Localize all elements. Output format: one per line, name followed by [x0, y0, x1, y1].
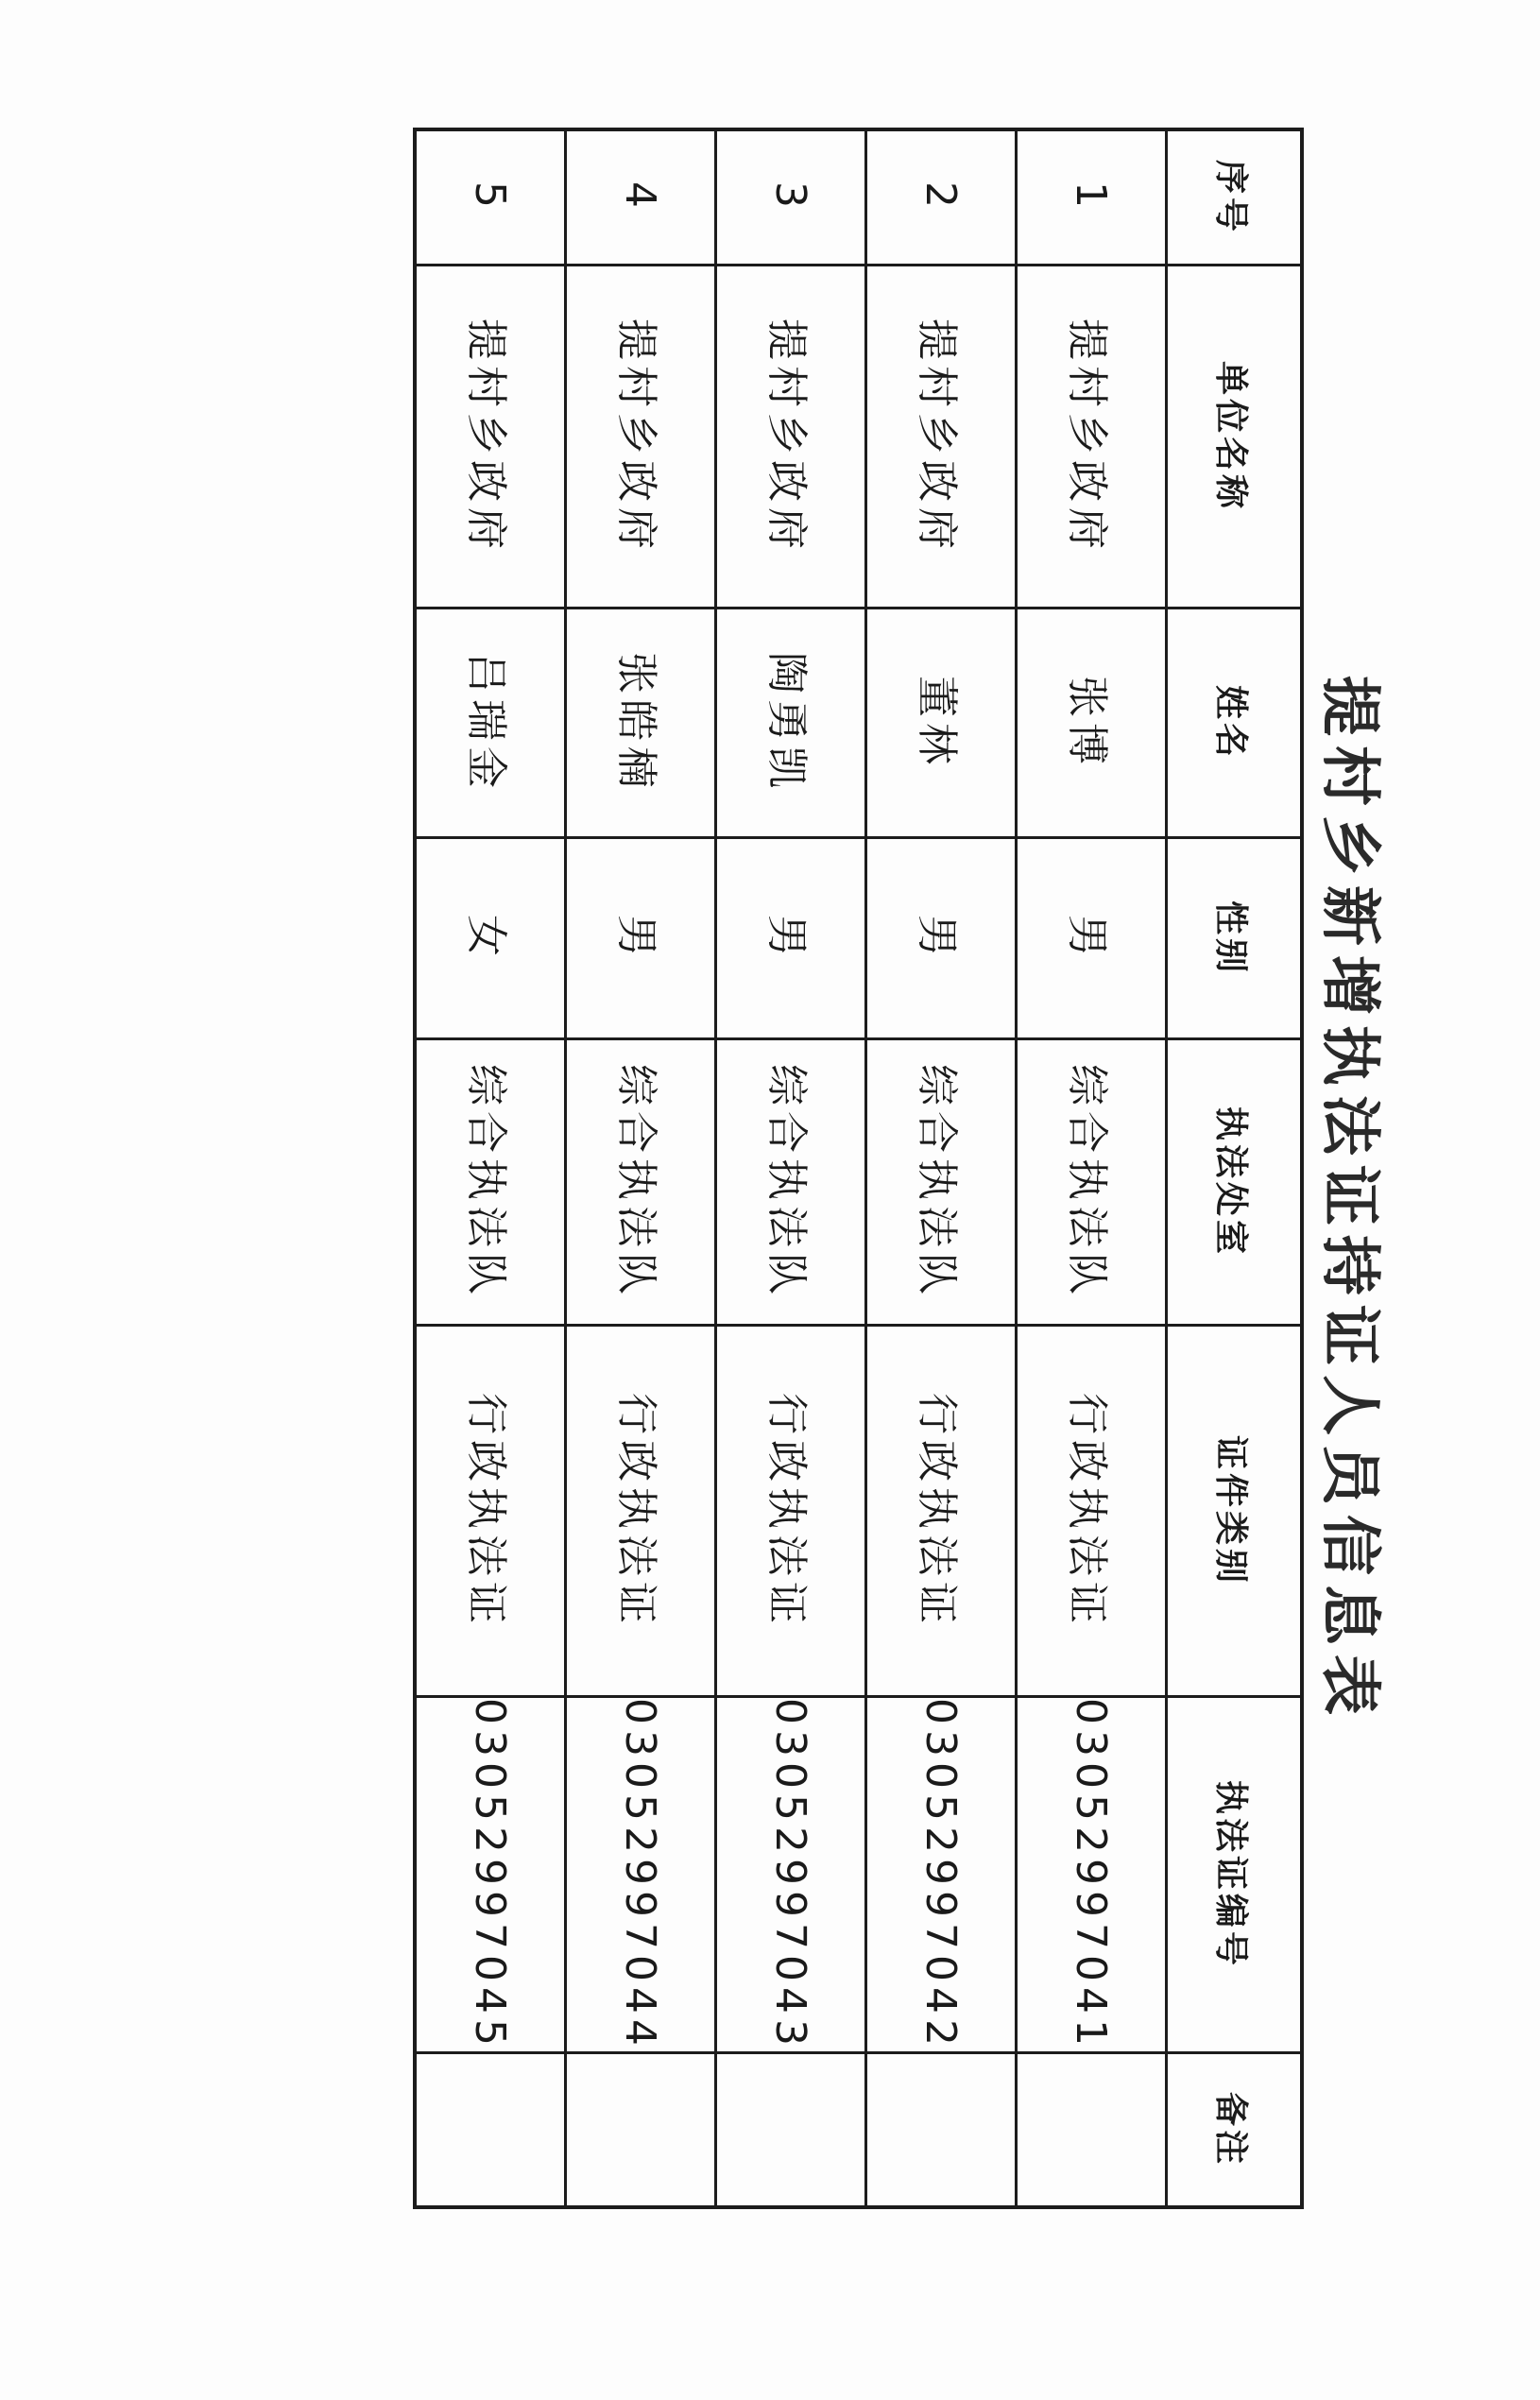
cell-cert-type: 行政执法证	[566, 1326, 716, 1697]
cell-unit: 提村乡政府	[866, 266, 1017, 609]
cell-cert-no: 03052997041	[1017, 1697, 1167, 2053]
cell-cert-no: 03052997043	[716, 1697, 866, 2053]
cell-cert-no: 03052997042	[866, 1697, 1017, 2053]
cell-dept: 综合执法队	[1017, 1039, 1167, 1326]
cell-gender: 男	[1017, 838, 1167, 1039]
table-row	[566, 129, 716, 2207]
header-cell-gender: 性别	[1167, 838, 1303, 1039]
table-row	[716, 129, 866, 2207]
cell-gender: 男	[866, 838, 1017, 1039]
header-cell-cert-type: 证件类别	[1167, 1326, 1303, 1697]
table-header	[1167, 129, 1303, 2207]
header-cell-name: 姓名	[1167, 609, 1303, 838]
cell-unit: 提村乡政府	[716, 266, 866, 609]
header-cell-cert-no: 执法证编号	[1167, 1697, 1303, 2053]
header-cell-no: 序号	[1167, 129, 1303, 266]
table-row	[415, 129, 566, 2207]
cell-cert-type: 行政执法证	[716, 1326, 866, 1697]
cell-gender: 女	[415, 838, 566, 1039]
cell-cert-no: 03052997045	[415, 1697, 566, 2053]
cell-unit: 提村乡政府	[1017, 266, 1167, 609]
cell-cert-type: 行政执法证	[866, 1326, 1017, 1697]
table-row	[1017, 129, 1167, 2207]
cell-dept: 综合执法队	[415, 1039, 566, 1326]
cell-unit: 提村乡政府	[566, 266, 716, 609]
cell-dept: 综合执法队	[716, 1039, 866, 1326]
cell-no: 5	[415, 129, 566, 266]
document-title: 提村乡新增执法证持证人员信息表	[1314, 676, 1385, 1724]
cell-cert-type: 行政执法证	[1017, 1326, 1167, 1697]
cell-cert-type: 行政执法证	[415, 1326, 566, 1697]
roster-table-container	[413, 128, 1304, 2209]
cell-name: 张博	[1017, 609, 1167, 838]
header-cell-dept: 执法处室	[1167, 1039, 1303, 1326]
cell-remark	[716, 2052, 866, 2207]
cell-no: 1	[1017, 129, 1167, 266]
cell-gender: 男	[566, 838, 716, 1039]
cell-name: 董林	[866, 609, 1017, 838]
cell-dept: 综合执法队	[866, 1039, 1017, 1326]
cell-no: 2	[866, 129, 1017, 266]
header-cell-unit: 单位名称	[1167, 266, 1303, 609]
cell-remark	[866, 2052, 1017, 2207]
header-row	[1167, 129, 1303, 2207]
cell-no: 3	[716, 129, 866, 266]
cell-remark	[1017, 2052, 1167, 2207]
cell-remark	[415, 2052, 566, 2207]
cell-name: 陶勇凯	[716, 609, 866, 838]
cell-no: 4	[566, 129, 716, 266]
cell-unit: 提村乡政府	[415, 266, 566, 609]
cell-cert-no: 03052997044	[566, 1697, 716, 2053]
cell-remark	[566, 2052, 716, 2207]
cell-name: 吕瑞金	[415, 609, 566, 838]
header-cell-remark: 备注	[1167, 2052, 1303, 2207]
table-body	[415, 129, 1167, 2207]
cell-name: 张皓楠	[566, 609, 716, 838]
table-row	[866, 129, 1017, 2207]
cell-gender: 男	[716, 838, 866, 1039]
cell-dept: 综合执法队	[566, 1039, 716, 1326]
roster-table	[413, 128, 1304, 2209]
